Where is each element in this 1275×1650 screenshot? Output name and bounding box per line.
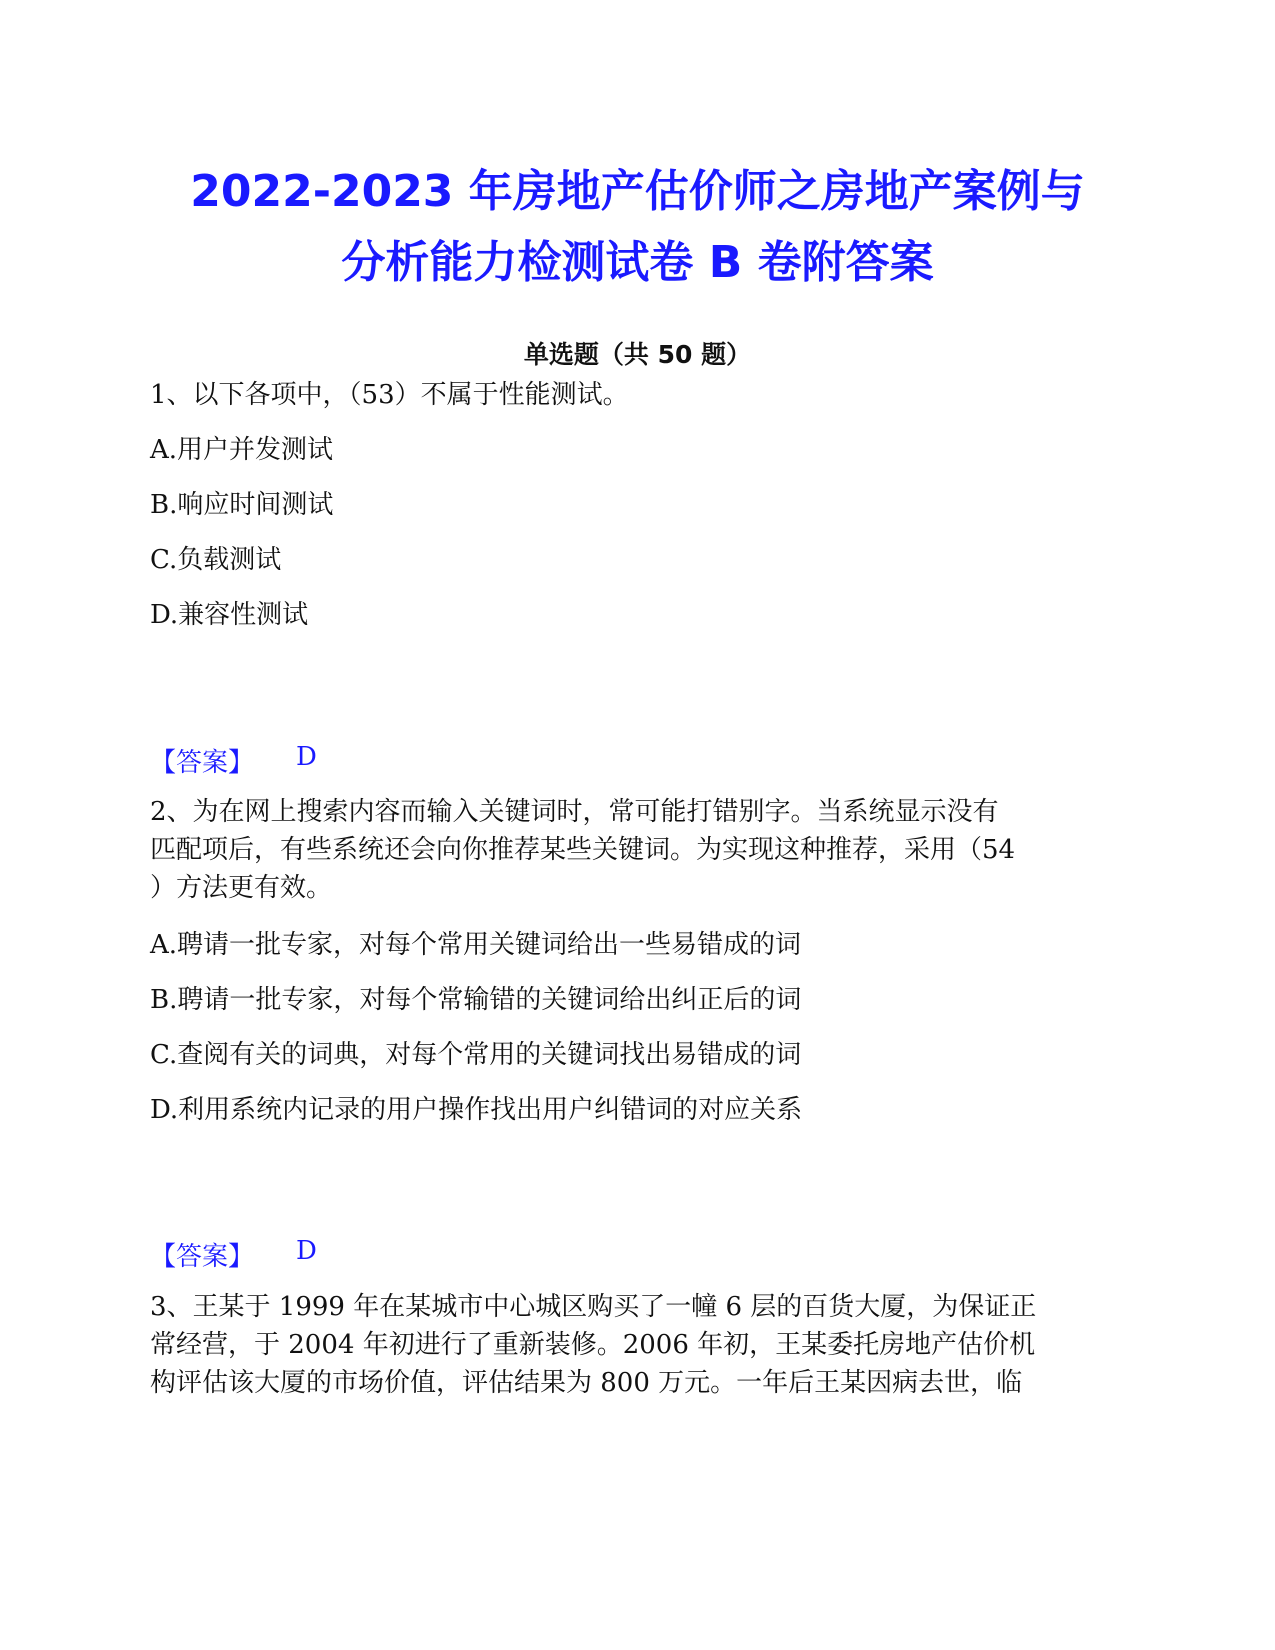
- answer-value: D: [296, 742, 317, 772]
- document-title-line-2: 分析能力检测试卷 B 卷附答案: [341, 237, 934, 288]
- document-title-line-1: 2022-2023 年房地产估价师之房地产案例与: [190, 166, 1085, 217]
- answer-value: D: [296, 1236, 317, 1266]
- question-1-option-a: A.用户并发测试: [150, 435, 334, 465]
- question-2-stem-line-3: ）方法更有效。: [150, 873, 333, 903]
- question-1-option-c: C.负载测试: [150, 545, 282, 575]
- question-3-stem-line-1: 3、王某于 1999 年在某城市中心城区购买了一幢 6 层的百货大厦，为保证正: [150, 1292, 1037, 1322]
- question-1-option-b: B.响应时间测试: [150, 490, 334, 520]
- question-1-option-d: D.兼容性测试: [150, 600, 309, 630]
- answer-label: 【答案】: [150, 1242, 255, 1272]
- question-2-option-b: B.聘请一批专家，对每个常输错的关键词给出纠正后的词: [150, 985, 802, 1015]
- question-2-stem-line-2: 匹配项后，有些系统还会向你推荐某些关键词。为实现这种推荐，采用（54: [150, 835, 1016, 865]
- question-3-stem-line-3: 构评估该大厦的市场价值，评估结果为 800 万元。一年后王某因病去世，临: [150, 1368, 1023, 1398]
- question-1-stem: 1、以下各项中，（53）不属于性能测试。: [150, 380, 629, 410]
- question-2-option-c: C.查阅有关的词典，对每个常用的关键词找出易错成的词: [150, 1040, 802, 1070]
- answer-label: 【答案】: [150, 748, 255, 778]
- question-3-stem-line-2: 常经营，于 2004 年初进行了重新装修。2006 年初，王某委托房地产估价机: [150, 1330, 1036, 1360]
- section-heading: 单选题（共 50 题）: [523, 340, 752, 369]
- question-2-stem-line-1: 2、为在网上搜索内容而输入关键词时，常可能打错别字。当系统显示没有: [150, 797, 999, 827]
- question-2-option-d: D.利用系统内记录的用户操作找出用户纠错词的对应关系: [150, 1095, 803, 1125]
- question-2-answer: [150, 1236, 317, 1273]
- question-1-answer: [150, 742, 317, 779]
- question-2-option-a: A.聘请一批专家，对每个常用关键词给出一些易错成的词: [150, 930, 802, 960]
